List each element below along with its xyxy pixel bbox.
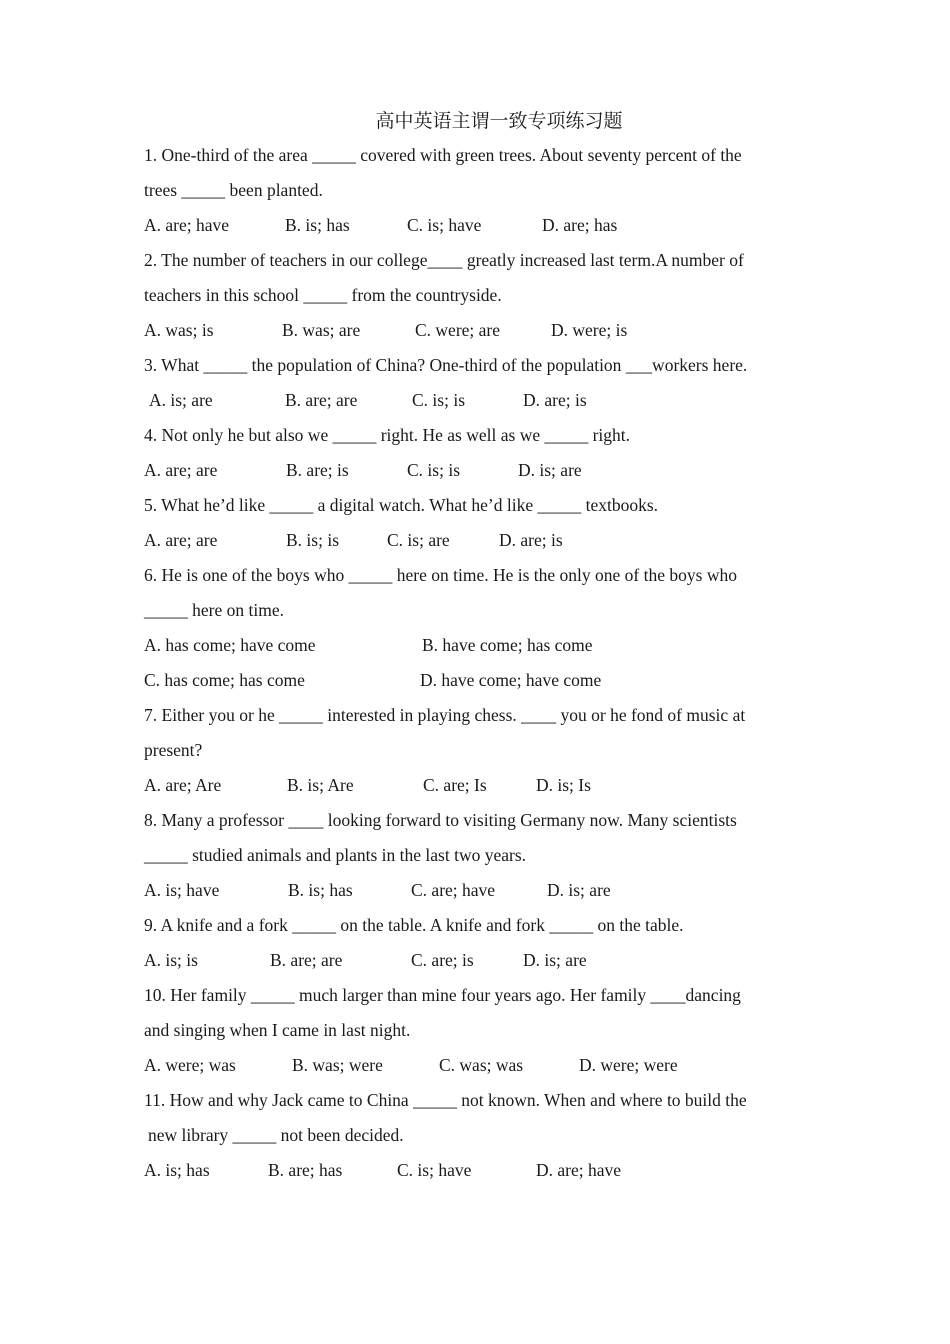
question-4 [144, 418, 809, 488]
option-c: C. was; was [439, 1055, 524, 1075]
option-a: A. are; are [144, 530, 218, 550]
options-row [144, 943, 809, 978]
option-d: D. are; have [536, 1160, 622, 1180]
option-d: D. have come; have come [420, 670, 602, 690]
question-stem-line: 5. What he’d like _____ a digital watch. What he’d like _____ textbooks. [144, 495, 659, 515]
option-b: B. is; has [288, 880, 353, 900]
question-2 [144, 243, 809, 348]
question-stem-line: trees _____ been planted. [144, 180, 323, 200]
option-d: D. is; are [518, 460, 582, 480]
options-row [144, 1153, 809, 1188]
option-b: B. are; has [268, 1160, 343, 1180]
question-stem-line: 1. One-third of the area _____ covered with green trees. About seventy percent of the [144, 145, 742, 165]
question-9 [144, 908, 809, 978]
option-a: A. has come; have come [144, 635, 316, 655]
question-3 [144, 348, 809, 418]
options-row [144, 663, 809, 698]
option-b: B. was; were [292, 1055, 383, 1075]
question-list [144, 138, 809, 1188]
option-c: C. are; is [411, 950, 474, 970]
option-d: D. is; Is [536, 775, 591, 795]
option-c: C. has come; has come [144, 670, 305, 690]
options-row [144, 453, 809, 488]
question-7 [144, 698, 809, 803]
options-row [144, 383, 809, 418]
question-stem-line: 11. How and why Jack came to China _____ not known. When and where to build the [144, 1090, 747, 1110]
option-b: B. is; is [286, 530, 340, 550]
option-d: D. is; are [547, 880, 611, 900]
question-stem-line: _____ studied animals and plants in the last two years. [144, 845, 527, 865]
option-b: B. are; are [270, 950, 343, 970]
option-c: C. is; is [407, 460, 461, 480]
question-stem-line: 4. Not only he but also we _____ right. He as well as we _____ right. [144, 425, 631, 445]
options-row [144, 208, 809, 243]
option-b: B. is; has [285, 215, 350, 235]
option-a: A. are; have [144, 215, 230, 235]
option-a: A. are; are [144, 460, 218, 480]
question-5 [144, 488, 809, 558]
options-row [144, 873, 809, 908]
option-d: D. is; are [523, 950, 587, 970]
option-c: C. is; have [407, 215, 482, 235]
options-row [144, 768, 809, 803]
question-8 [144, 803, 809, 908]
option-a: A. is; is [144, 950, 198, 970]
option-d: D. are; has [542, 215, 618, 235]
option-b: B. was; are [282, 320, 361, 340]
question-stem-line: present? [144, 740, 203, 760]
option-c: C. is; have [397, 1160, 472, 1180]
option-b: B. have come; has come [422, 635, 593, 655]
option-c: C. were; are [415, 320, 501, 340]
question-stem-line: 10. Her family _____ much larger than mine four years ago. Her family ____dancing [144, 985, 741, 1005]
question-stem-line: _____ here on time. [144, 600, 284, 620]
question-stem-line: 7. Either you or he _____ interested in playing chess. ____ you or he fond of music at [144, 705, 746, 725]
question-stem-line: teachers in this school _____ from the countryside. [144, 285, 502, 305]
question-stem-line: and singing when I came in last night. [144, 1020, 411, 1040]
option-d: D. were; were [579, 1055, 678, 1075]
question-6 [144, 558, 809, 698]
option-c: C. are; have [411, 880, 496, 900]
question-stem-line: new library _____ not been decided. [148, 1125, 404, 1145]
options-row [144, 628, 809, 663]
option-d: D. are; is [499, 530, 563, 550]
question-stem-line: 9. A knife and a fork _____ on the table. A knife and fork _____ on the table. [144, 915, 684, 935]
options-row [144, 523, 809, 558]
option-a: A. are; Are [144, 775, 222, 795]
option-c: C. is; are [387, 530, 450, 550]
question-stem-line: 2. The number of teachers in our college____ greatly increased last term.A number of [144, 250, 744, 270]
question-stem-line: 3. What _____ the population of China? One-third of the population ___workers here. [144, 355, 748, 375]
options-row [144, 313, 809, 348]
option-d: D. are; is [523, 390, 587, 410]
option-a: A. is; has [144, 1160, 210, 1180]
option-a: A. is; are [149, 390, 213, 410]
option-b: B. are; are [285, 390, 358, 410]
option-b: B. are; is [286, 460, 349, 480]
option-a: A. were; was [144, 1055, 236, 1075]
page-title: 高中英语主谓一致专项练习题 [375, 110, 623, 132]
option-c: C. are; Is [423, 775, 487, 795]
option-a: A. is; have [144, 880, 220, 900]
question-10 [144, 978, 809, 1083]
option-d: D. were; is [551, 320, 628, 340]
option-a: A. was; is [144, 320, 214, 340]
option-b: B. is; Are [287, 775, 354, 795]
question-stem-line: 8. Many a professor ____ looking forward to visiting Germany now. Many scientists [144, 810, 737, 830]
question-stem-line: 6. He is one of the boys who _____ here on time. He is the only one of the boys who [144, 565, 737, 585]
option-c: C. is; is [412, 390, 466, 410]
question-11 [144, 1083, 809, 1188]
question-1 [144, 138, 809, 243]
options-row [144, 1048, 809, 1083]
